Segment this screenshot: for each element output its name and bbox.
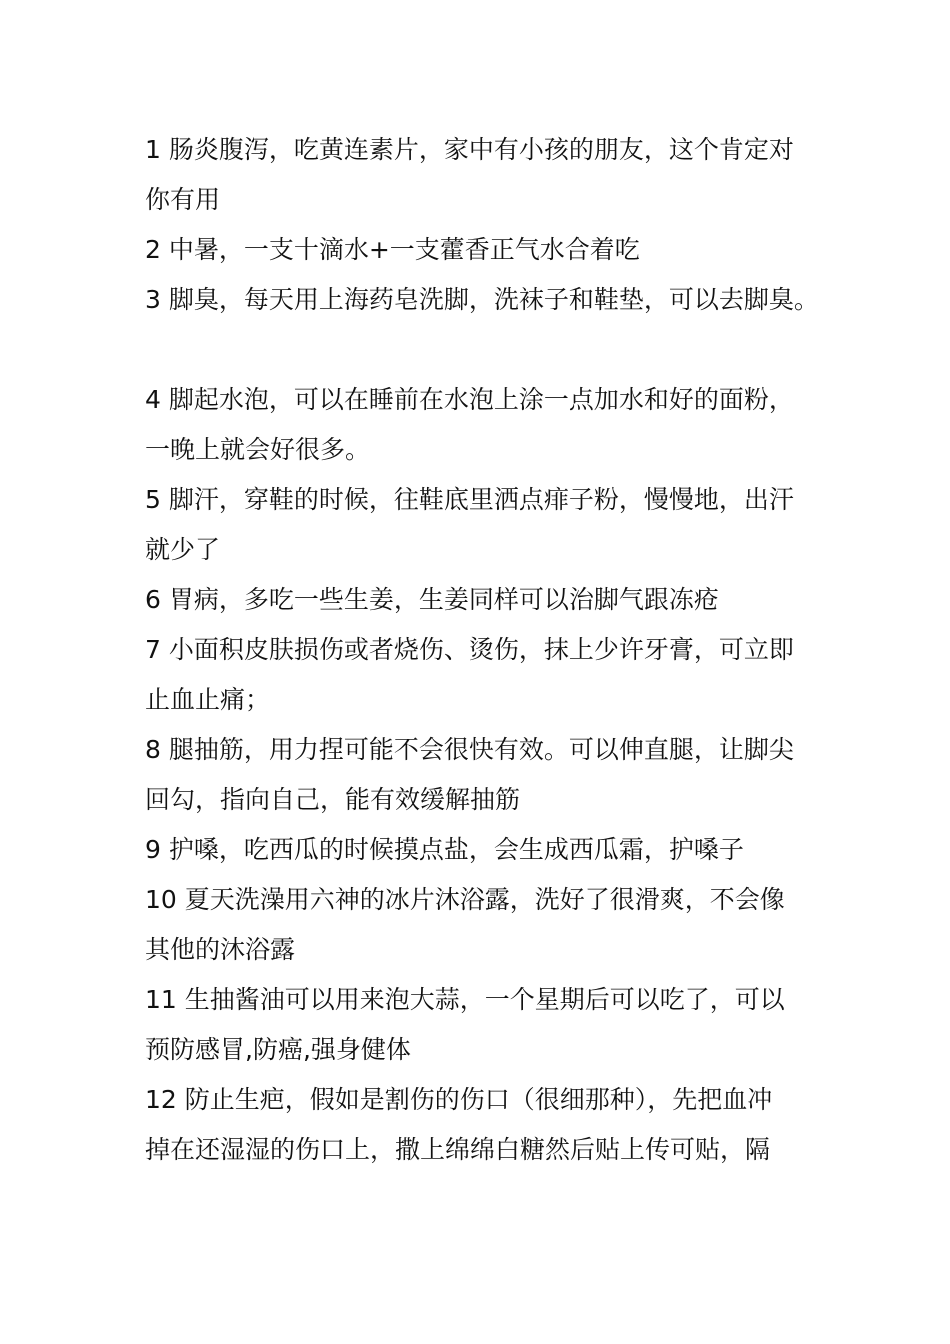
text-line: 7 小面积皮肤损伤或者烧伤、烫伤，抹上少许牙膏，可立即	[145, 635, 794, 664]
text-line: 6 胃病，多吃一些生姜，生姜同样可以治脚气跟冻疮	[145, 585, 719, 614]
text-line: 预防感冒,防癌,强身健体	[145, 1035, 411, 1064]
text-line: 5 脚汗，穿鞋的时候，往鞋底里洒点痱子粉，慢慢地，出汗	[145, 485, 794, 514]
text-line: 你有用	[145, 185, 221, 214]
text-line: 3 脚臭，每天用上海药皂洗脚，洗袜子和鞋垫，可以去脚臭。	[145, 285, 819, 314]
text-line: 2 中暑，一支十滴水+一支藿香正气水合着吃	[145, 235, 640, 264]
blank-line	[145, 325, 835, 375]
text-line: 12 防止生疤，假如是割伤的伤口（很细那种），先把血冲	[145, 1085, 773, 1114]
text-line: 止血止痛；	[145, 685, 271, 714]
text-line: 回勾，指向自己，能有效缓解抽筋	[145, 785, 521, 814]
text-line: 其他的沐浴露	[145, 935, 296, 964]
text-line: 10 夏天洗澡用六神的冰片沐浴露，洗好了很滑爽，不会像	[145, 885, 785, 914]
document-body	[145, 125, 835, 1175]
text-line: 8 腿抽筋，用力捏可能不会很快有效。可以伸直腿，让脚尖	[145, 735, 794, 764]
text-line: 4 脚起水泡，可以在睡前在水泡上涂一点加水和好的面粉，	[145, 385, 794, 414]
text-line: 掉在还湿湿的伤口上，撒上绵绵白糖然后贴上传可贴，隔	[145, 1135, 771, 1164]
text-line: 就少了	[145, 535, 221, 564]
text-line: 1 肠炎腹泻，吃黄连素片，家中有小孩的朋友，这个肯定对	[145, 135, 794, 164]
text-line: 9 护嗓，吃西瓜的时候摸点盐，会生成西瓜霜，护嗓子	[145, 835, 744, 864]
text-line: 一晚上就会好很多。	[145, 435, 371, 464]
text-line: 11 生抽酱油可以用来泡大蒜，一个星期后可以吃了，可以	[145, 985, 785, 1014]
